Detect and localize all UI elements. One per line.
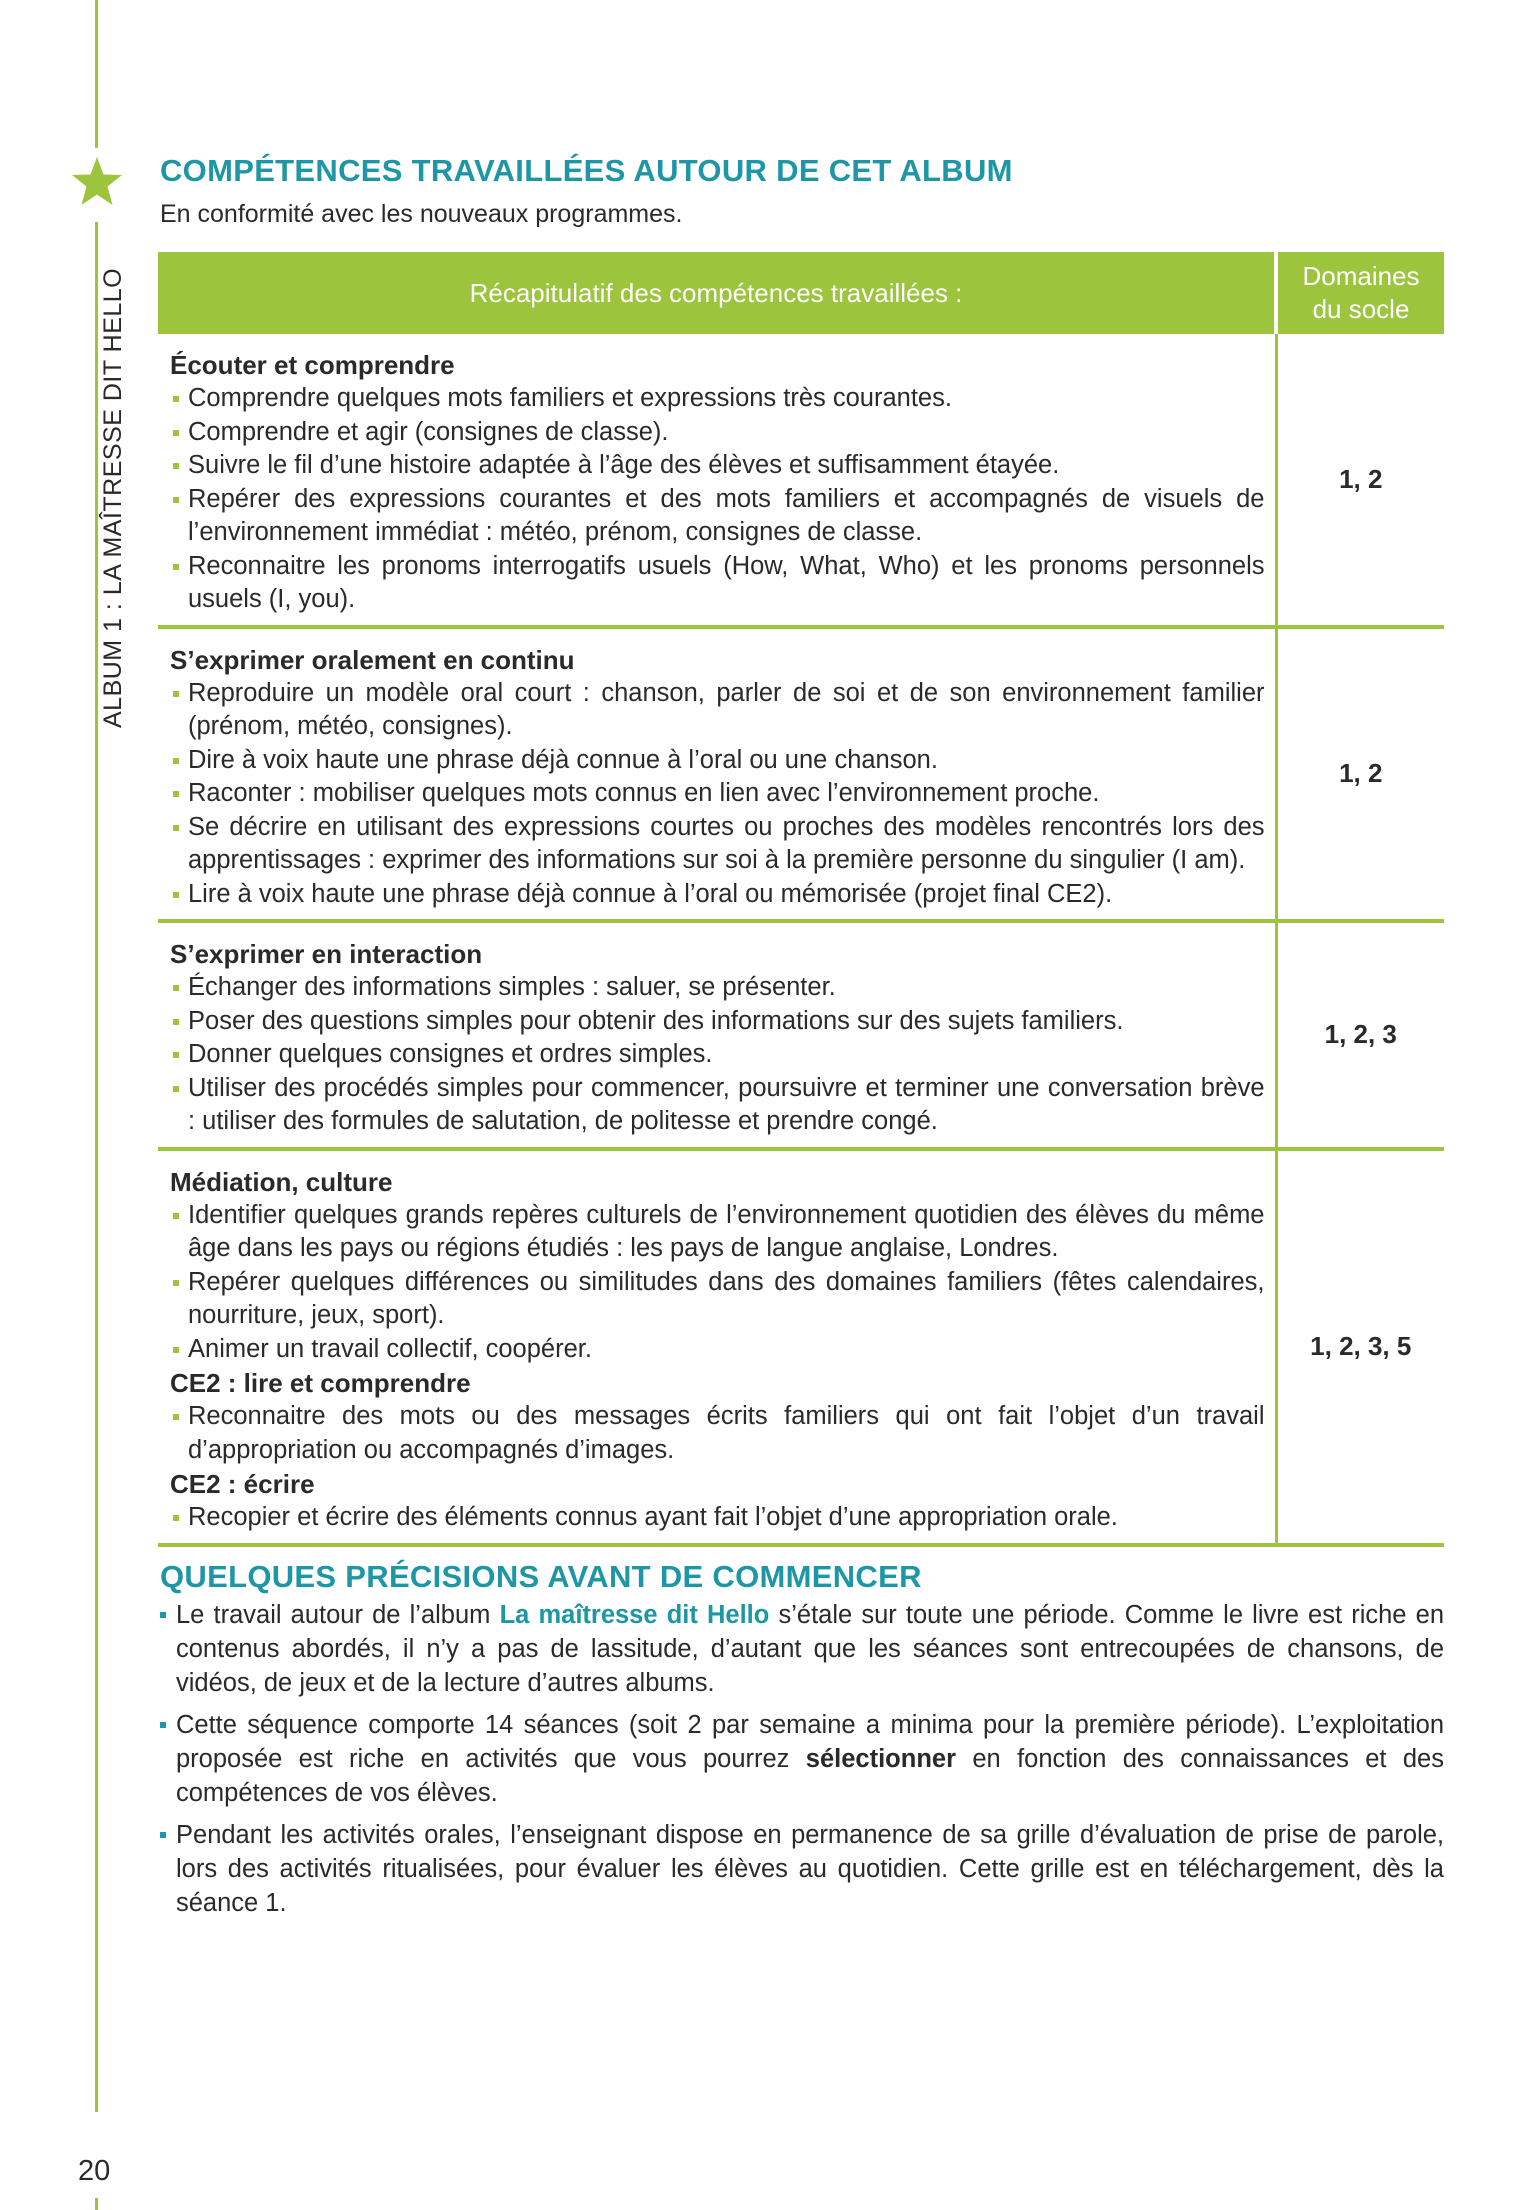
list-item: Lire à voix haute une phrase déjà connue à l’oral ou mémorisée (projet final CE2). [170,878,1265,912]
page-number: 20 [78,2155,111,2187]
list-item: Cette séquence comporte 14 séances (soit 2 par semaine a minima pour la première période). L’exploitation proposée est riche en activités que vous pourrez sélectionner en fonction des connaissances et des compétences de vos élèves. [160,1708,1444,1810]
competence-heading: CE2 : lire et comprendre [170,1368,471,1398]
competence-heading: CE2 : écrire [170,1469,315,1499]
list-item: Poser des questions simples pour obtenir des informations sur des sujets familiers. [170,1005,1265,1039]
table-row [158,627,1444,922]
competence-heading: Médiation, culture [170,1166,393,1197]
list-item: Pendant les activités orales, l’enseignant dispose en permanence de sa grille d’évaluation de prise de parole, lors des activités ritualisées, pour évaluer les élèves au quotidien. Cette grille est en téléchargement, dès la séance 1. [160,1818,1444,1920]
competence-list [170,1400,1265,1467]
emphasis-text: sélectionner [805,1745,957,1773]
list-item: Repérer quelques différences ou similitudes dans des domaines familiers (fêtes calendaires, nourriture, jeux, sport). [170,1266,1265,1333]
column-header-domains-line2: du socle [1312,294,1410,324]
competence-heading: S’exprimer en interaction [170,939,483,969]
list-item: Reproduire un modèle oral court : chanson, parler de soi et de son environnement familier (prénom, météo, consignes). [170,677,1265,744]
table-row [158,334,1444,627]
page-subtitle: En conformité avec les nouveaux programmes. [160,200,683,228]
competence-list [170,677,1265,912]
competence-list [170,971,1265,1139]
table-body [158,334,1444,1545]
list-item: Reconnaitre des mots ou des messages écrits familiers qui ont fait l’objet d’un travail d’appropriation ou accompagnés d’images. [170,1400,1265,1467]
list-item: Échanger des informations simples : saluer, se présenter. [170,971,1265,1005]
list-item: Le travail autour de l’album La maîtresse dit Hello s’étale sur toute une période. Comme le livre est riche en contenus abordés, il n’y a pas de lassitude, d’autant que les séances sont entrecoupées de chansons, de vidéos, de jeux et de la lecture d’autres albums. [160,1598,1444,1700]
page-title: COMPÉTENCES TRAVAILLÉES AUTOUR DE CET ALBUM [160,153,1013,188]
domains-cell: 1, 2, 3 [1276,921,1444,1149]
precisions-list [160,1598,1444,1928]
list-item: Comprendre et agir (consignes de classe). [170,416,1265,450]
competence-cell [158,627,1276,922]
competence-heading: Écouter et comprendre [170,350,455,380]
table-header-row [158,252,1444,334]
domains-cell: 1, 2 [1276,334,1444,627]
album-title: La maîtresse dit Hello [499,1601,770,1629]
table-row [158,921,1444,1149]
list-item: Raconter : mobiliser quelques mots connus en lien avec l’environnement proche. [170,777,1265,811]
list-item: Se décrire en utilisant des expressions courtes ou proches des modèles rencontrés lors des apprentissages : exprimer des informations sur soi à la première personne du singulier (I am). [170,811,1265,878]
sidebar-line-top [95,0,98,148]
domains-cell: 1, 2 [1276,627,1444,922]
list-item: Comprendre quelques mots familiers et expressions très courantes. [170,382,1265,416]
competence-cell [158,334,1276,627]
competence-list [170,1501,1265,1535]
list-item: Identifier quelques grands repères culturels de l’environnement quotidien des élèves du même âge dans les pays ou régions étudiés : les pays de langue anglaise, Londres. [170,1199,1265,1266]
domains-cell: 1, 2, 3, 5 [1276,1149,1444,1545]
competence-cell [158,921,1276,1149]
table-row [158,1149,1444,1545]
list-item: Recopier et écrire des éléments connus ayant fait l’objet d’une appropriation orale. [170,1501,1265,1535]
column-header-domains [1276,252,1444,334]
competence-heading: S’exprimer oralement en continu [170,644,575,675]
sidebar-album-label: ALBUM 1 : LA MAÎTRESSE DIT HELLO [99,267,127,728]
list-item: Reconnaitre les pronoms interrogatifs usuels (How, What, Who) et les pronoms personnels usuels (I, you). [170,550,1265,617]
list-item: Utiliser des procédés simples pour commencer, poursuivre et terminer une conversation brève : utiliser des formules de salutation, de politesse et prendre congé. [170,1072,1265,1139]
list-item: Repérer des expressions courantes et des mots familiers et accompagnés de visuels de l’environnement immédiat : météo, prénom, consignes de classe. [170,483,1265,550]
competences-table [158,252,1444,1547]
list-item: Suivre le fil d’une histoire adaptée à l’âge des élèves et suffisamment étayée. [170,449,1265,483]
competence-cell [158,1149,1276,1545]
list-item: Animer un travail collectif, coopérer. [170,1333,1265,1367]
column-header-summary: Récapitulatif des compétences travaillées : [158,252,1276,334]
section-title-precisions: QUELQUES PRÉCISIONS AVANT DE COMMENCER [160,1559,922,1594]
sidebar-line-bottom [95,2198,98,2210]
list-item: Dire à voix haute une phrase déjà connue à l’oral ou une chanson. [170,744,1265,778]
competence-list [170,1199,1265,1367]
competence-list [170,382,1265,617]
list-item: Donner quelques consignes et ordres simples. [170,1038,1265,1072]
column-header-domains-line1: Domaines [1302,261,1420,291]
